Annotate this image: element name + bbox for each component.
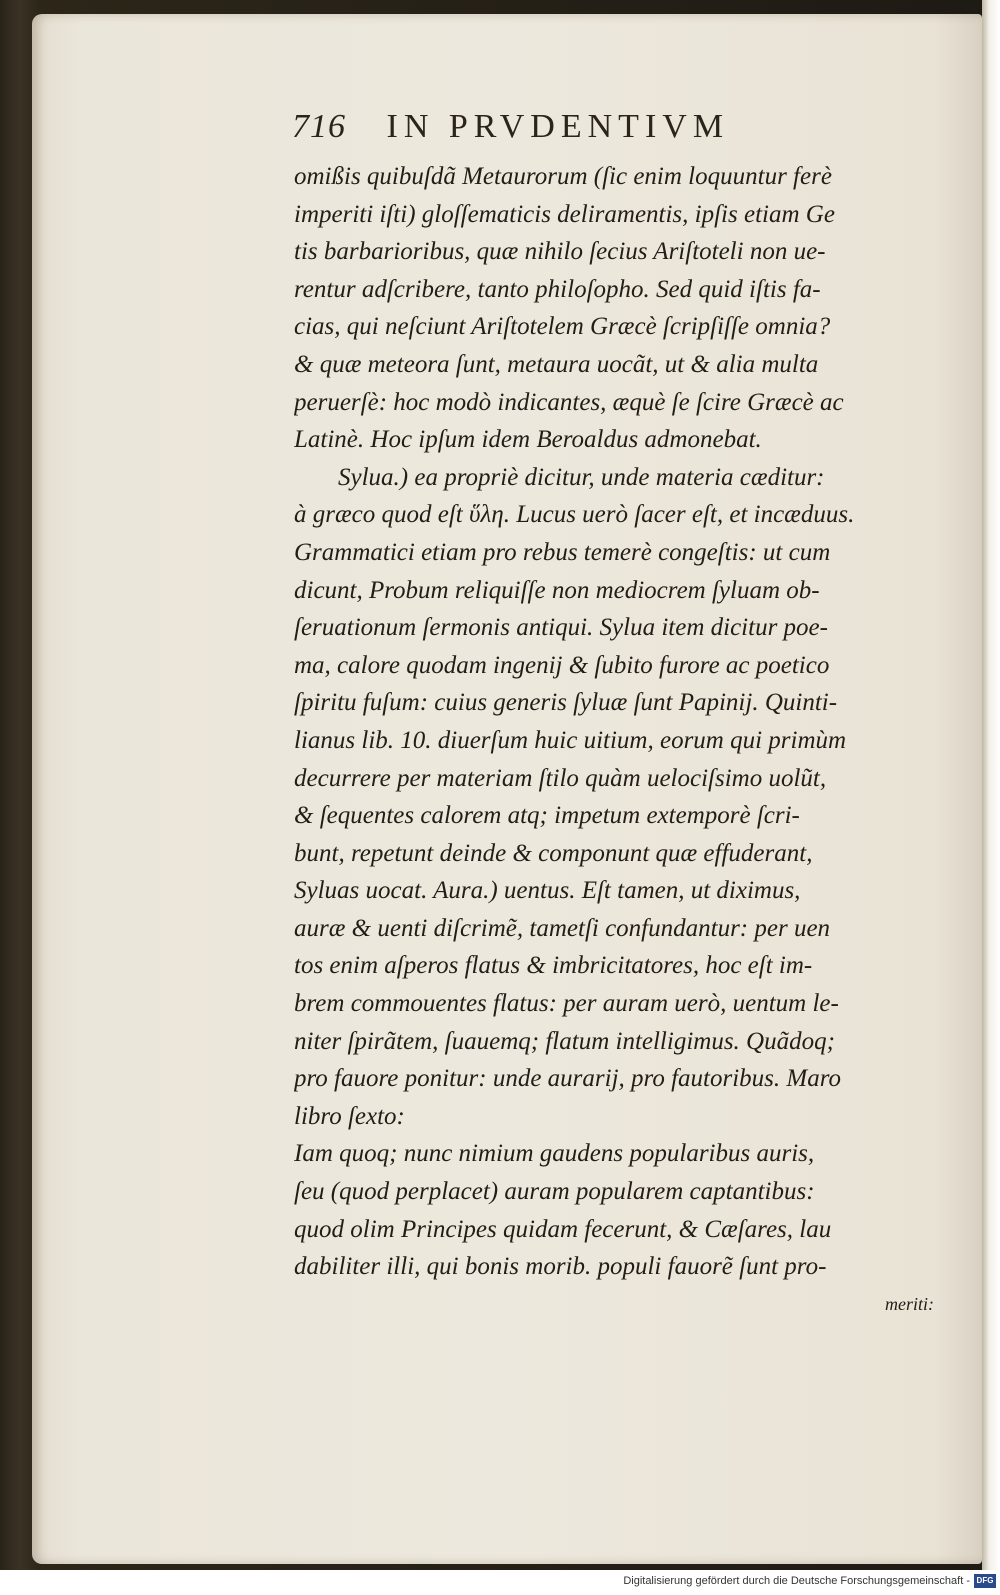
text-line: quod olim Principes quidam fecerunt, & Cæſares, lau [294,1215,832,1243]
text-line: decurrere per materiam ſtilo quàm uelociſsimo uolũt, [294,764,827,792]
page-number: 716 [292,108,346,145]
text-line: libro ſexto: [294,1102,405,1130]
text-line: tis barbarioribus, quæ nihilo ſecius Ariſtoteli non ue- [294,238,826,266]
text-line: auræ & uenti diſcrimẽ, tametſi confundantur: per uen [294,914,831,942]
text-line: rentur adſcribere, tanto philoſopho. Sed quid iſtis fa- [294,275,821,303]
body-text [294,158,934,1323]
text-line: Sylua.) ea propriè dicitur, unde materia cæditur: [338,463,825,491]
running-head [292,108,932,146]
text-line: & ſequentes calorem atq; impetum extemporè ſcri- [294,802,800,830]
text-line: lianus lib. 10. diuerſum huic uitium, eorum qui primùm [294,726,847,754]
text-line: à græco quod eſt ὕλη. Lucus uerò ſacer eſt, et incæduus. [294,501,855,529]
text-line: cias, qui neſciunt Ariſtotelem Græcè ſcripſiſſe omnia? [294,313,831,341]
text-line: Syluas uocat. Aura.) uentus. Eſt tamen, ut diximus, [294,877,801,905]
text-line: ma, calore quodam ingenij & ſubito furore ac poetico [294,651,830,679]
text-line: bunt, repetunt deinde & componunt quæ effuderant, [294,839,813,867]
text-line: peruerſè: hoc modò indicantes, æquè ſe ſcire Græcè ac [294,388,844,416]
text-line: ſeu (quod perplacet) auram popularem captantibus: [294,1178,815,1206]
text-line: ſpiritu fuſum: cuius generis ſyluæ ſunt Papinij. Quinti- [294,689,838,717]
text-line: imperiti iſti) gloſſematicis deliramentis, ipſis etiam Ge [294,200,835,228]
page-edge [982,0,1000,1570]
text-line: & quæ meteora ſunt, metaura uocãt, ut & alia multa [294,350,819,378]
dfg-logo: DFG [974,1574,996,1588]
text-line: Grammatici etiam pro rebus temerè congeſtis: ut cum [294,538,831,566]
catchword: meriti: [885,1293,934,1314]
text-line: brem commouentes flatus: per auram uerò, uentum le- [294,990,839,1018]
text-line: dicunt, Probum reliquiſſe non mediocrem ſyluam ob- [294,576,820,604]
text-line: niter ſpirãtem, ſuauemq; flatum intelligimus. Quãdoq; [294,1027,835,1055]
running-title: IN PRVDENTIVM [386,108,730,145]
footer-bar [0,1570,1000,1595]
text-line: omißis quibuſdã Metaurorum (ſic enim loquuntur ferè [294,163,832,190]
funding-credit: Digitalisierung gefördert durch die Deutsche Forschungsgemeinschaft - [623,1575,970,1587]
text-line: ſeruationum ſermonis antiqui. Sylua item dicitur poe- [294,614,828,642]
text-line: dabiliter illi, qui bonis morib. populi fauorẽ ſunt pro- [294,1253,827,1281]
text-line: Iam quoq; nunc nimium gaudens popularibus auris, [294,1140,815,1168]
text-line: Latinè. Hoc ipſum idem Beroaldus admonebat. [294,426,762,454]
text-line: tos enim aſperos flatus & imbricitatores, hoc eſt im- [294,952,813,980]
text-line: pro fauore ponitur: unde aurarij, pro fautoribus. Maro [294,1065,842,1093]
